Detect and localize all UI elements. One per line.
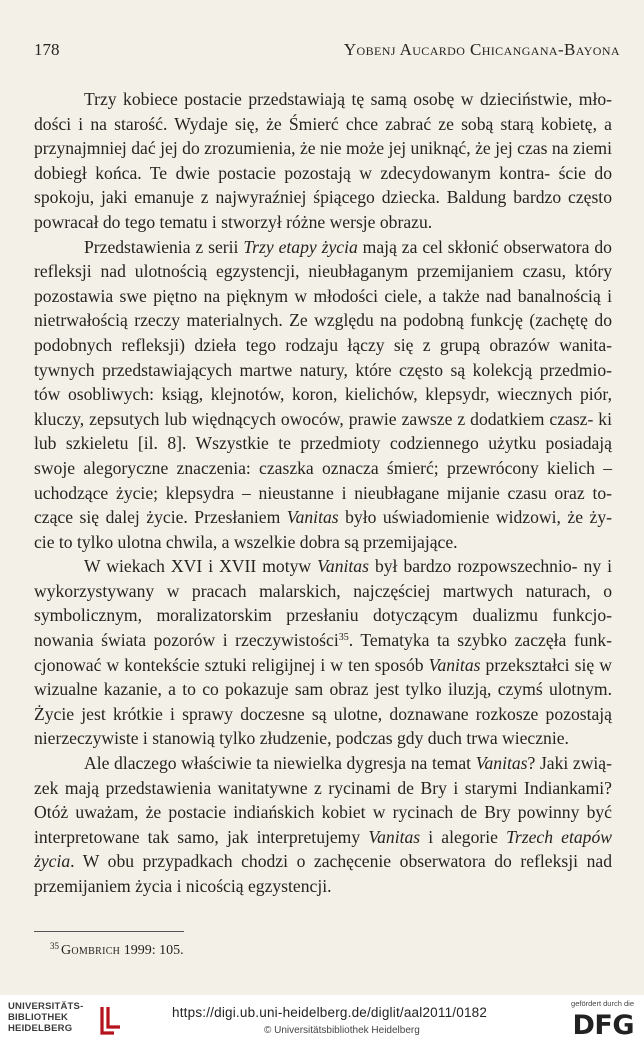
- paragraph-2-text-c: było uświadomienie widzowi, że ży- cie to tylko ulotna chwila, a wszelkie dobra są przemijające.: [34, 507, 612, 552]
- paragraph-3-text-a: W wiekach XVI i XVII motyw: [84, 556, 318, 577]
- paragraph-3-text-b: był bardzo rozpowszechnio- ny i wykorzystywany w pracach malarskich, najczęściej martwych naturach, o symbolicznym, moralizatorskim przesłaniu dotyczącym dualizmu funkcjo- nowania świata pozorów i rzeczywistości: [34, 556, 613, 651]
- footnote-rule: [34, 931, 184, 932]
- paragraph-3-italic-vanitas-2: Vanitas: [428, 654, 481, 675]
- university-library-name: [8, 1001, 83, 1034]
- paragraph-3-text-d: przekształci się w wizualne kazanie, a to co pokazuje sam obraz jest tylko iluzją, czymś ulotnym. Życie jest krótkie i sprawy doczesne są ulotne, doznawane rozkosze pozostają nierzeczywiste i stanowią tylko złudzenie, podczas gdy duch trwa wiecznie.: [34, 654, 612, 749]
- digitization-footer: [0, 995, 644, 1044]
- ub-line-2: BIBLIOTHEK: [8, 1012, 69, 1023]
- paragraph-4-text-c: i alegorie: [420, 826, 507, 847]
- paragraph-4-italic-vanitas-1: Vanitas: [475, 753, 528, 774]
- footnote-reference[interactable]: 35: [338, 632, 349, 644]
- page-number: 178: [34, 40, 60, 59]
- paragraph-4-text-b: ? Jaki zwią- zek mają przedstawienia wanitatywne z rycinami de Bry i starymi Indiankami? Otóż uważam, że postacie indiańskich kobiet w rycinach de Bry powinny być interpretowane tak samo, jak interpretujemy: [34, 753, 612, 847]
- dfg-caption: gefördert durch die: [571, 999, 634, 1008]
- ub-line-1: UNIVERSITÄTS-: [8, 1001, 84, 1012]
- ub-emblem-icon: [98, 1005, 124, 1035]
- paragraph-2-italic-title: Trzy etapy życia: [243, 236, 358, 257]
- dfg-wordmark: DFG: [572, 1010, 634, 1041]
- ub-line-3: HEIDELBERG: [8, 1023, 73, 1034]
- footnote: [50, 941, 184, 959]
- permalink-url[interactable]: https://digi.ub.uni-heidelberg.de/diglit/aal2011/0182: [172, 1005, 488, 1020]
- copyright-notice: © Universitätsbibliothek Heidelberg: [264, 1025, 420, 1036]
- paragraph-4-text-d: . W obu przypadkach chodzi o zachęcenie obserwatora do refleksji nad przemijaniem życia i nicością egzystencji.: [34, 851, 612, 896]
- paragraph-1: [34, 87, 612, 235]
- footnote-marker: 35: [50, 941, 59, 951]
- paragraph-3-italic-vanitas-1: Vanitas: [317, 556, 369, 577]
- footnote-citation: 1999: 105.: [120, 943, 184, 958]
- paragraph-3: [34, 554, 612, 751]
- paragraph-2: [34, 235, 612, 555]
- paragraph-4-italic-title: Trzech etapów życia: [34, 826, 612, 872]
- university-library-logo[interactable]: [8, 1001, 168, 1041]
- paragraph-3-text-c: . Tematyka ta szybko zaczęła funk- cjonować w kontekście sztuki religijnej i w ten sposób: [34, 630, 612, 675]
- paragraph-2-text-a: Przedstawienia z serii: [84, 236, 244, 257]
- paragraph-1-text: Trzy kobiece postacie przedstawiają tę samą osobę w dzieciństwie, mło- dości i na starość. Wydaje się, że Śmierć chce zabrać ze sobą starą kobietę, a przynajmniej dać jej do zrozumienia, że nie może jej uniknąć, że jej czas na ziemi dobiegł końca. Te dwie postacie pozostają w zdecydowanym kontra- ście do spokoju, jaki emanuje z najwyraźniej śpiącego dziecka. Baldung bardzo często powracał do tego tematu i stworzył różne wersje obrazu.: [34, 89, 612, 232]
- paragraph-4-italic-vanitas-2: Vanitas: [368, 826, 421, 847]
- paragraph-2-text-b: mają za cel skłonić obserwatora do refleksji nad ulotnością egzystencji, nieubłaganym przemijaniem czasu, który pozostawia swe piętno na pięknym w młodości ciele, a także nad banalnością i nietrwałością rzeczy materialnych. Ze względu na podobną funkcję (zachętę do podobnych refleksji) dzieła tego rodzaju łączy się z grupą obrazów wanita- tywnych przedstawiających martwe natury, które często są kolekcją przedmio- tów osobliwych: ksiąg, klejnotów, koron, kielichów, klepsydr, wiecznych piór, kluczy, zepsutych lub więdnących owoców, prawie zawsze z dodatkiem czasz- ki lub szkieletu [il. 8]. Wszystkie te przedmioty codziennego użytku posiadają swoje alegoryczne znaczenia: czaszka oznacza śmierć; przewrócony kielich – uchodzące życie; klepsydra – nieustanne i nieubłagane mijanie czasu oraz to- czące się dalej życie. Przesłaniem: [34, 236, 612, 528]
- footnote-author: Gombrich: [61, 943, 121, 958]
- paragraph-4: [34, 751, 612, 899]
- dfg-logo[interactable]: [562, 999, 634, 1041]
- paragraph-2-italic-vanitas: Vanitas: [286, 507, 339, 528]
- paragraph-4-text-a: Ale dlaczego właściwie ta niewielka dygresja na temat: [84, 753, 476, 774]
- running-head: [34, 40, 620, 62]
- body-text: [34, 87, 612, 899]
- running-title: Yobenj Aucardo Chicangana-Bayona: [343, 40, 620, 59]
